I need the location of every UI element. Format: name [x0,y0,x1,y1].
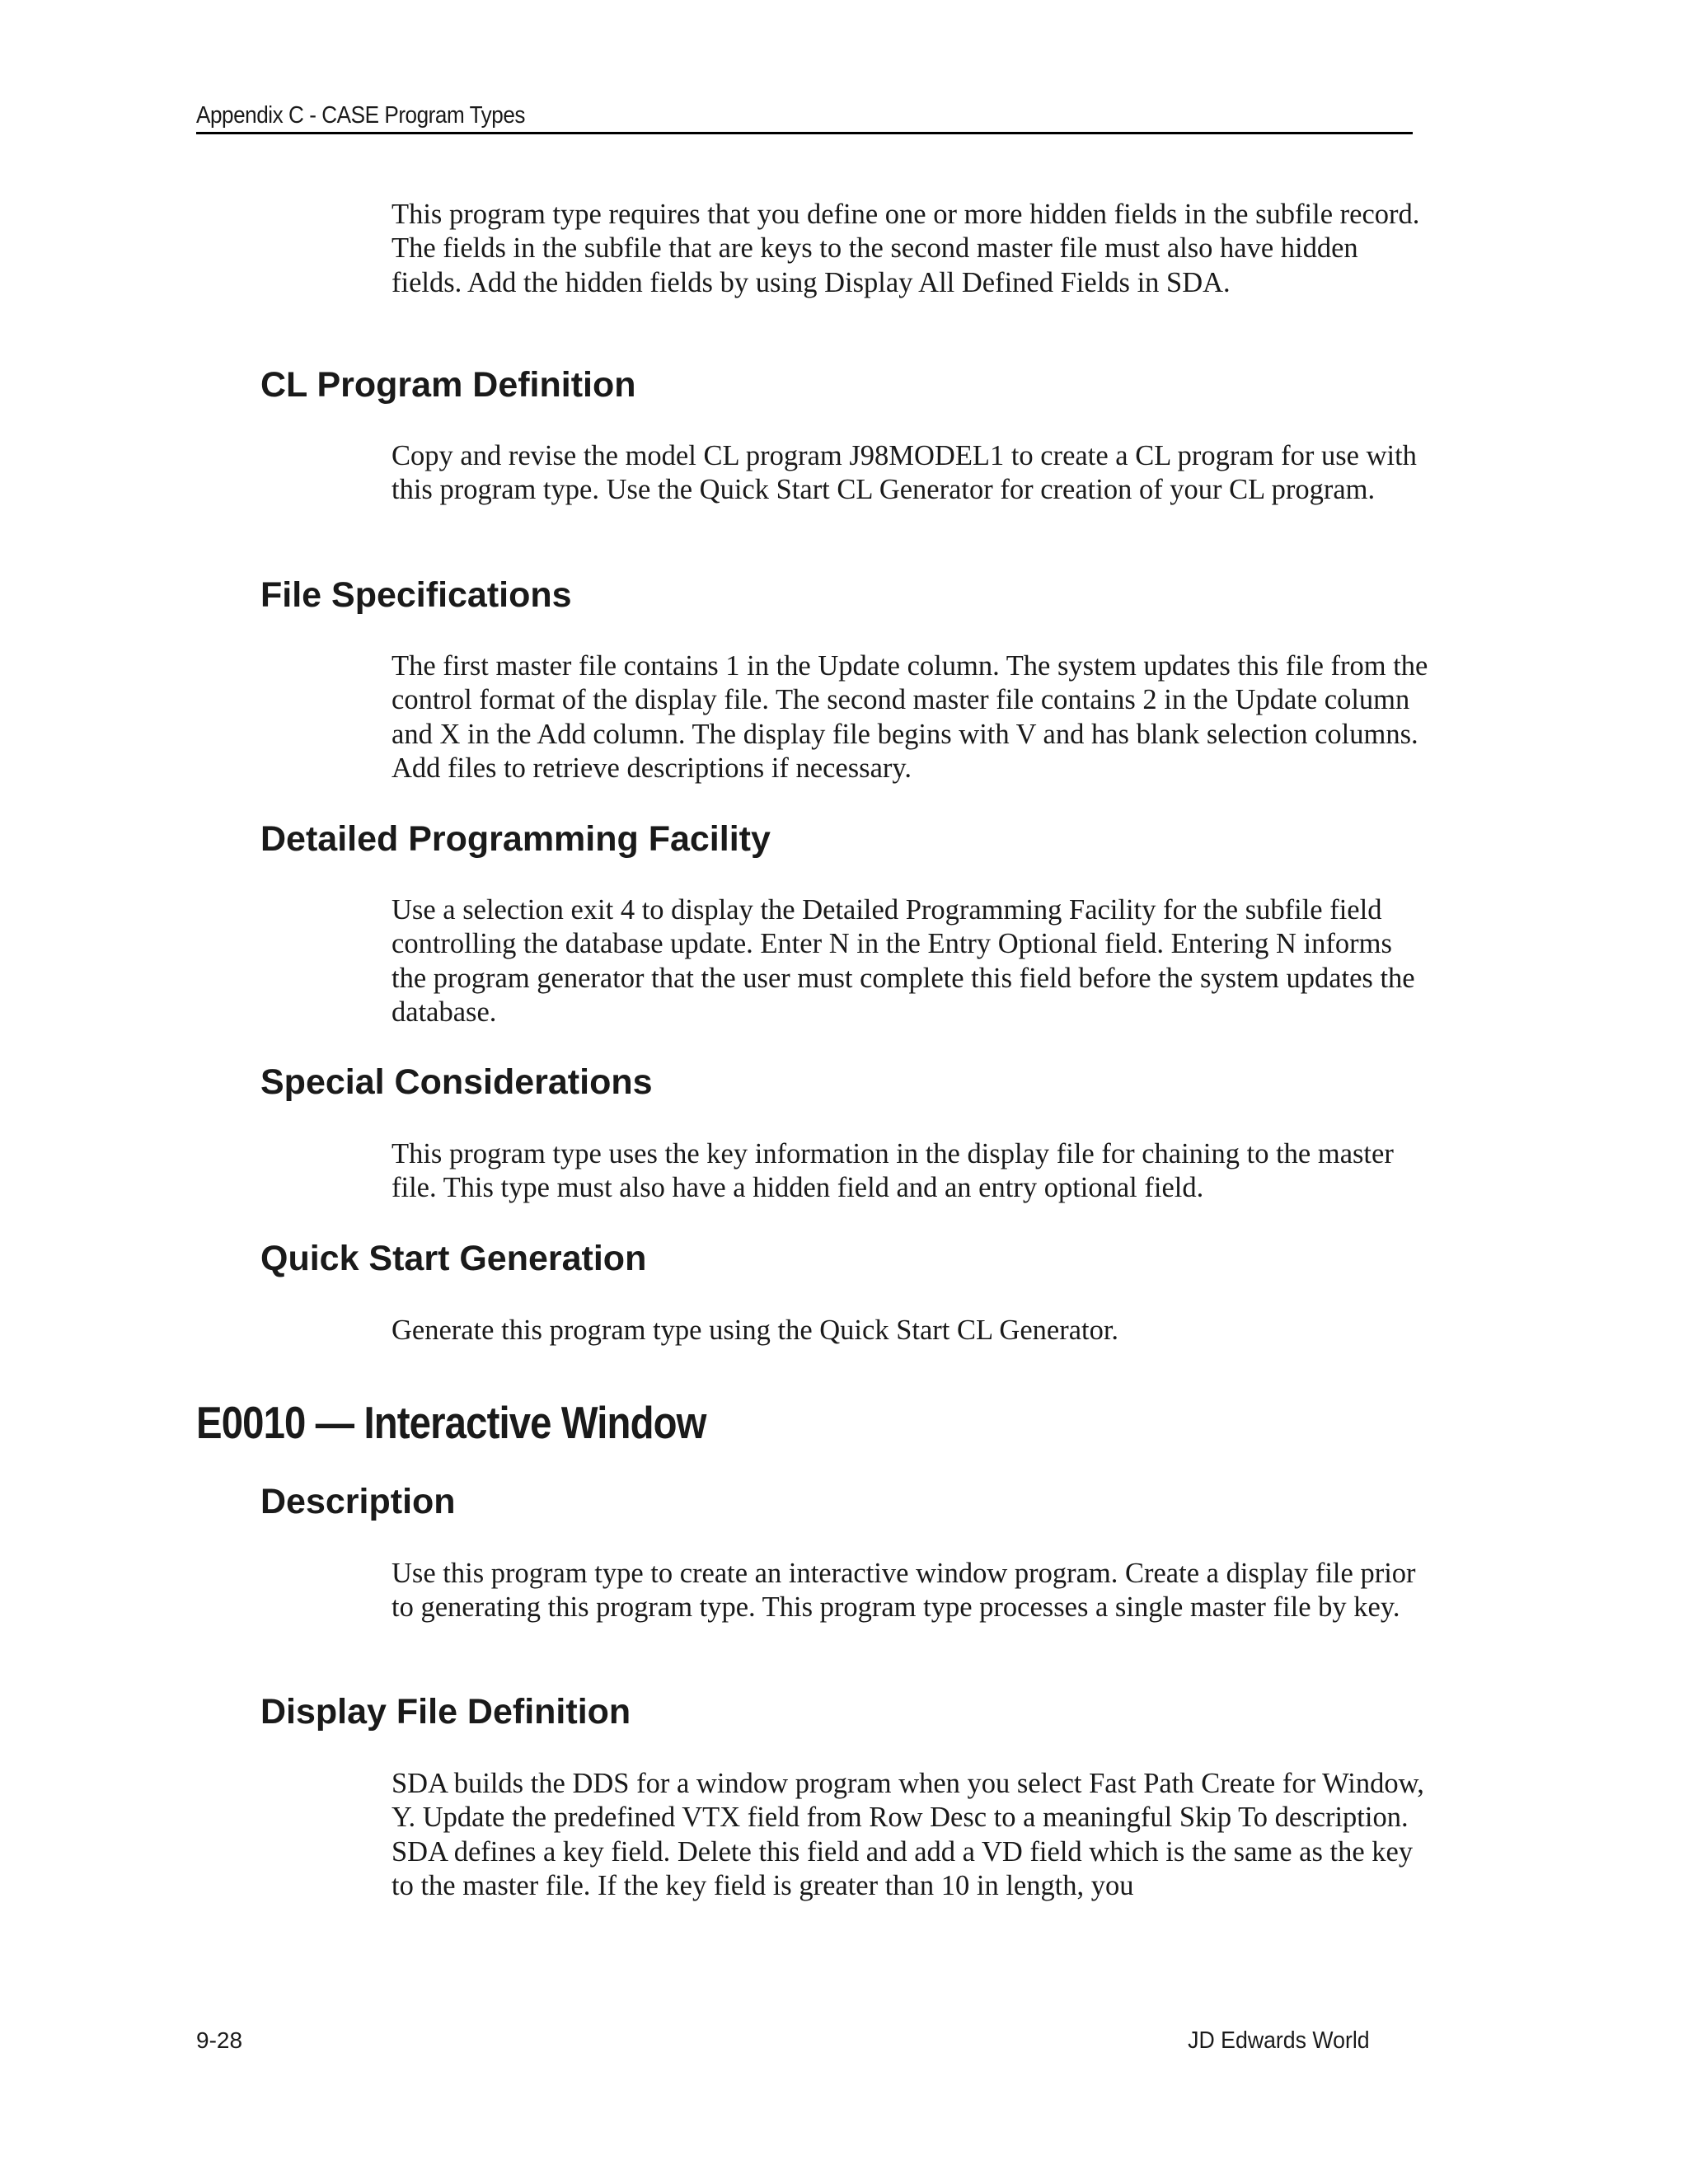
paragraph-special-considerations: This program type uses the key information in the display file for chaining to the master file. This type must also have a hidden field and an entry optional field. [392,1138,1394,1204]
paragraph-file-specifications: The first master file contains 1 in the Update column. The system updates this file from the control format of the display file. The second master file contains 2 in the Update column and X in the Add column. The display file begins with V and has blank selection columns. Add files to retrieve descriptions if necessary. [392,650,1428,784]
intro-paragraph: This program type requires that you define one or more hidden fields in the subfile record. The fields in the subfile that are keys to the second master file must also have hidden fields. Add the hidden fields by using Display All Defined Fields in SDA. [392,199,1420,298]
footer-product-name: JD Edwards World [1188,2027,1370,2054]
page-number: 9-28 [196,2027,243,2053]
running-header [196,99,1413,134]
running-header-title: Appendix C - CASE Program Types [196,102,526,129]
footer-product [1172,2026,1370,2055]
heading-cl-program-definition: CL Program Definition [260,365,636,405]
paragraph-description: Use this program type to create an interactive window program. Create a display file prior to generating this program type. This program type processes a single master file by key. [392,1558,1416,1624]
heading-description: Description [260,1482,456,1521]
heading-special-considerations: Special Considerations [260,1062,653,1102]
heading-quick-start-generation: Quick Start Generation [260,1239,647,1278]
paragraph-detailed-programming-facility: Use a selection exit 4 to display the Detailed Programming Facility for the subfile field controlling the database update. Enter N in the Entry Optional field. Entering N informs the program generator that the user must complete this field before the system updates the database. [392,894,1415,1028]
heading-detailed-programming-facility: Detailed Programming Facility [260,819,771,859]
chapter-title-text: E0010 — Interactive Window [196,1397,706,1448]
paragraph-display-file-definition: SDA builds the DDS for a window program when you select Fast Path Create for Window, Y. Update the predefined VTX field from Row Desc to a meaningful Skip To description. SDA defines a key field. Delete this field and add a VD field which is the same as the key to the master file. If the key field is greater than 10 in length, you [392,1768,1424,1901]
chapter-title [196,1396,789,1449]
paragraph-quick-start-generation: Generate this program type using the Quick Start CL Generator. [392,1315,1119,1346]
heading-display-file-definition: Display File Definition [260,1692,631,1732]
paragraph-cl-program-definition: Copy and revise the model CL program J98MODEL1 to create a CL program for use with this program type. Use the Quick Start CL Generator for creation of your CL program. [392,440,1417,506]
heading-file-specifications: File Specifications [260,575,572,615]
